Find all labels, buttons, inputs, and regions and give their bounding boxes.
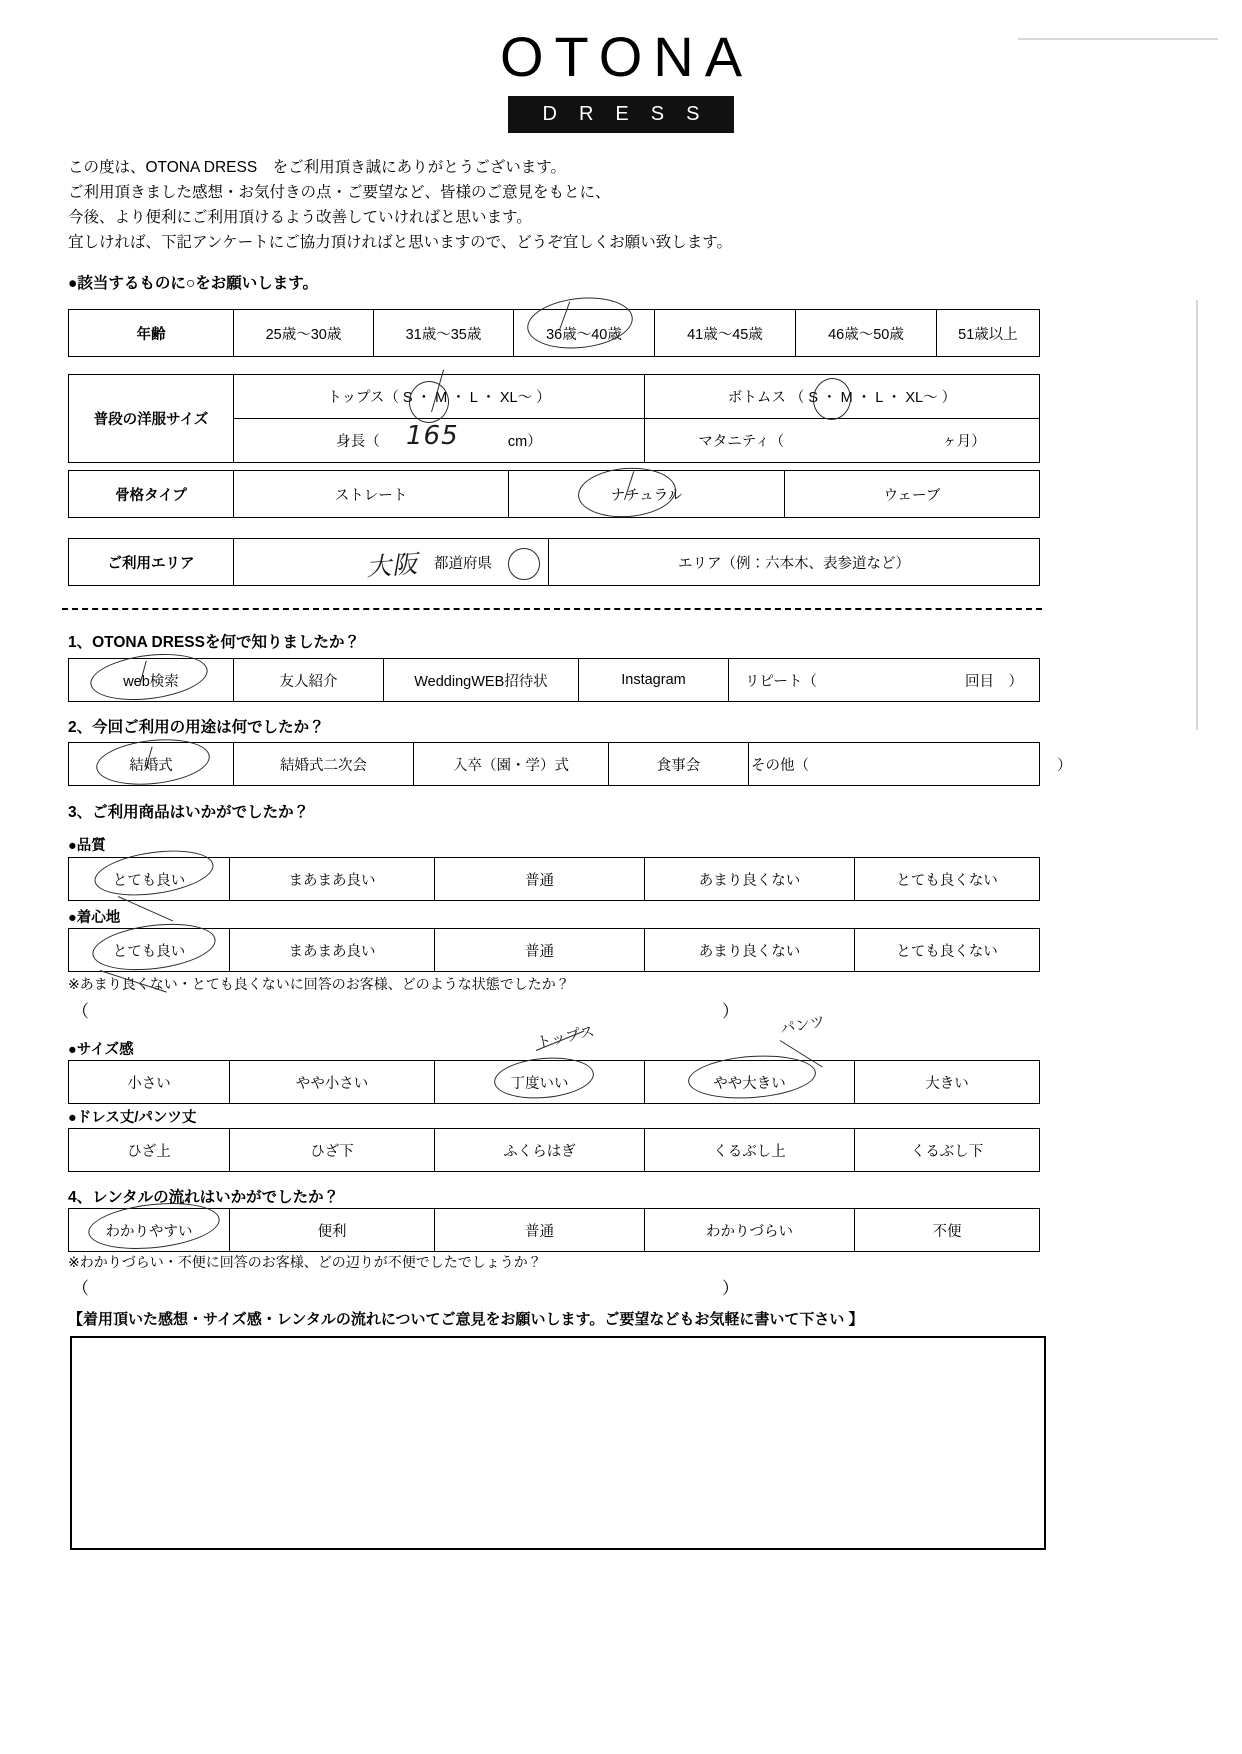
q2-option-3[interactable]: 食事会 <box>609 743 749 786</box>
body-type-option-1[interactable]: ナチュラル <box>509 471 785 518</box>
bottoms-size-cell[interactable]: ボトムス （ S ・ M ・ L ・ XL～ ） <box>645 375 1040 419</box>
q4-option-0[interactable]: わかりやすい <box>69 1209 230 1252</box>
q1-option-2[interactable]: WeddingWEB招待状 <box>384 659 579 702</box>
quality-option-0[interactable]: とても良い <box>69 858 230 901</box>
brand-logo <box>0 25 1242 133</box>
q4-title: 4、レンタルの流れはいかがでしたか？ <box>68 1189 340 1206</box>
size-fit-option-4[interactable]: 大きい <box>855 1061 1040 1104</box>
quality-option-4[interactable]: とても良くない <box>855 858 1040 901</box>
q1-repeat-label: リピート（ <box>745 673 817 690</box>
q3-quality-label: ●品質 <box>68 838 106 854</box>
age-option-0[interactable]: 25歳～30歳 <box>234 310 374 357</box>
age-option-1[interactable]: 31歳～35歳 <box>374 310 514 357</box>
age-option-2[interactable]: 36歳～40歳 <box>514 310 655 357</box>
age-option-5[interactable]: 51歳以上 <box>937 310 1040 357</box>
q2-other-suffix: ） <box>1057 757 1072 774</box>
comment-textarea[interactable] <box>70 1336 1046 1550</box>
area-label: ご利用エリア <box>69 539 234 586</box>
tops-size-cell[interactable]: トップス（ S ・ M ・ L ・ XL～ ） <box>234 375 645 419</box>
length-option-3[interactable]: くるぶし上 <box>645 1129 855 1172</box>
quality-option-3[interactable]: あまり良くない <box>645 858 855 901</box>
q1-option-3[interactable]: Instagram <box>579 659 729 702</box>
q2-option-2[interactable]: 入卒（園・学）式 <box>414 743 609 786</box>
clothing-size-table <box>68 374 1040 463</box>
comfort-option-0[interactable]: とても良い <box>69 929 230 972</box>
body-type-table <box>68 470 1040 518</box>
maternity-unit: ヶ月） <box>942 434 986 450</box>
q3-size-fit-label: ●サイズ感 <box>68 1042 134 1058</box>
maternity-cell[interactable] <box>645 419 1040 463</box>
intro-line-4: 宜しければ、下記アンケートにご協力頂ければと思いますので、どうぞ宜しくお願い致します。 <box>68 234 733 251</box>
ink-annotation-tops: トップス <box>534 1022 597 1052</box>
q4-table <box>68 1208 1040 1252</box>
q2-other-label: その他（ <box>751 757 809 774</box>
circle-instruction: ●該当するものに○をお願いします。 <box>68 275 318 292</box>
length-option-2[interactable]: ふくらはぎ <box>435 1129 645 1172</box>
q1-repeat-suffix: 回目 ） <box>964 673 1023 690</box>
table-row <box>69 1061 1040 1104</box>
q1-table <box>68 658 1040 702</box>
q3-comfort-table <box>68 928 1040 972</box>
size-fit-option-2[interactable]: 丁度いい <box>435 1061 645 1104</box>
q1-title: 1、OTONA DRESSを何で知りましたか？ <box>68 634 360 651</box>
comfort-option-3[interactable]: あまり良くない <box>645 929 855 972</box>
length-option-1[interactable]: ひざ下 <box>230 1129 435 1172</box>
table-row <box>69 659 1040 702</box>
ink-annotation-pants: パンツ <box>778 1012 827 1038</box>
table-row <box>69 929 1040 972</box>
body-type-option-0[interactable]: ストレート <box>234 471 509 518</box>
logo-wordmark: OTONA <box>499 25 754 88</box>
q3-comfort-open-left: （ <box>72 1002 89 1021</box>
scan-artifact <box>1018 38 1218 40</box>
q4-open-left: （ <box>72 1279 89 1298</box>
table-row <box>69 858 1040 901</box>
table-row <box>69 375 1040 419</box>
q4-option-4[interactable]: 不便 <box>855 1209 1040 1252</box>
q2-option-0[interactable]: 結婚式 <box>69 743 234 786</box>
length-option-0[interactable]: ひざ上 <box>69 1129 230 1172</box>
q4-open-right: ） <box>722 1279 739 1298</box>
comfort-option-2[interactable]: 普通 <box>435 929 645 972</box>
q1-option-4[interactable] <box>729 659 1040 702</box>
q4-option-1[interactable]: 便利 <box>230 1209 435 1252</box>
size-fit-option-1[interactable]: やや小さい <box>230 1061 435 1104</box>
intro-line-1: この度は、OTONA DRESS をご利用頂き誠にありがとうございます。 <box>68 159 566 176</box>
size-fit-option-3[interactable]: やや大きい <box>645 1061 855 1104</box>
comfort-option-1[interactable]: まあまあ良い <box>230 929 435 972</box>
table-row <box>69 1209 1040 1252</box>
age-table <box>68 309 1040 357</box>
intro-line-2: ご利用頂きました感想・お気付きの点・ご要望など、皆様のご意見をもとに、 <box>68 184 611 201</box>
q4-option-3[interactable]: わかりづらい <box>645 1209 855 1252</box>
logo-sub-banner: DRESS <box>508 96 734 133</box>
length-option-4[interactable]: くるぶし下 <box>855 1129 1040 1172</box>
q4-option-2[interactable]: 普通 <box>435 1209 645 1252</box>
q3-length-table <box>68 1128 1040 1172</box>
intro-paragraph <box>68 155 1068 255</box>
q1-option-0[interactable]: web検索 <box>69 659 234 702</box>
prefecture-label: 都道府県 <box>434 555 493 572</box>
scan-artifact <box>1196 300 1198 730</box>
age-label: 年齢 <box>69 310 234 357</box>
comment-title: 【着用頂いた感想・サイズ感・レンタルの流れについてご意見をお願いします。ご要望などもお気軽に書いて下さい 】 <box>68 1311 864 1328</box>
q3-title: 3、ご利用商品はいかがでしたか？ <box>68 804 310 821</box>
table-row <box>69 1129 1040 1172</box>
q1-option-1[interactable]: 友人紹介 <box>234 659 384 702</box>
q4-note: ※わかりづらい・不便に回答のお客様、どの辺りが不便でしたでしょうか？ <box>68 1254 542 1270</box>
table-row <box>69 743 1040 786</box>
q3-comfort-open-right: ） <box>722 1002 739 1021</box>
table-row <box>69 471 1040 518</box>
body-type-label: 骨格タイプ <box>69 471 234 518</box>
q3-comfort-note: ※あまり良くない・とても良くないに回答のお客様、どのような状態でしたか？ <box>68 976 570 992</box>
q2-title: 2、今回ご利用の用途は何でしたか？ <box>68 719 325 736</box>
section-divider <box>62 608 1042 610</box>
q2-option-1[interactable]: 結婚式二次会 <box>234 743 414 786</box>
age-option-4[interactable]: 46歳～50歳 <box>796 310 937 357</box>
area-example-cell[interactable]: エリア（例：六本木、表参道など） <box>549 539 1040 586</box>
quality-option-2[interactable]: 普通 <box>435 858 645 901</box>
q3-size-fit-table <box>68 1060 1040 1104</box>
ink-prefecture-value: 大阪 <box>365 549 420 582</box>
table-row <box>69 539 1040 586</box>
quality-option-1[interactable]: まあまあ良い <box>230 858 435 901</box>
q2-table <box>68 742 1072 786</box>
maternity-label: マタニティ（ <box>698 434 785 450</box>
height-unit: cm） <box>507 434 542 450</box>
intro-line-3: 今後、より便利にご利用頂けるよう改善していければと思います。 <box>68 209 532 226</box>
table-row <box>69 310 1040 357</box>
ink-height-value: 165 <box>406 421 459 451</box>
body-type-option-2[interactable]: ウェーブ <box>785 471 1040 518</box>
q3-comfort-label: ●着心地 <box>68 910 121 926</box>
area-table <box>68 538 1040 586</box>
q2-option-4[interactable] <box>749 743 1072 786</box>
size-fit-option-0[interactable]: 小さい <box>69 1061 230 1104</box>
age-option-3[interactable]: 41歳～45歳 <box>655 310 796 357</box>
q3-quality-table <box>68 857 1040 901</box>
comfort-option-4[interactable]: とても良くない <box>855 929 1040 972</box>
q3-length-label: ●ドレス丈/パンツ丈 <box>68 1110 197 1126</box>
clothing-size-label: 普段の洋服サイズ <box>69 375 234 463</box>
height-label: 身長（ <box>336 434 380 450</box>
